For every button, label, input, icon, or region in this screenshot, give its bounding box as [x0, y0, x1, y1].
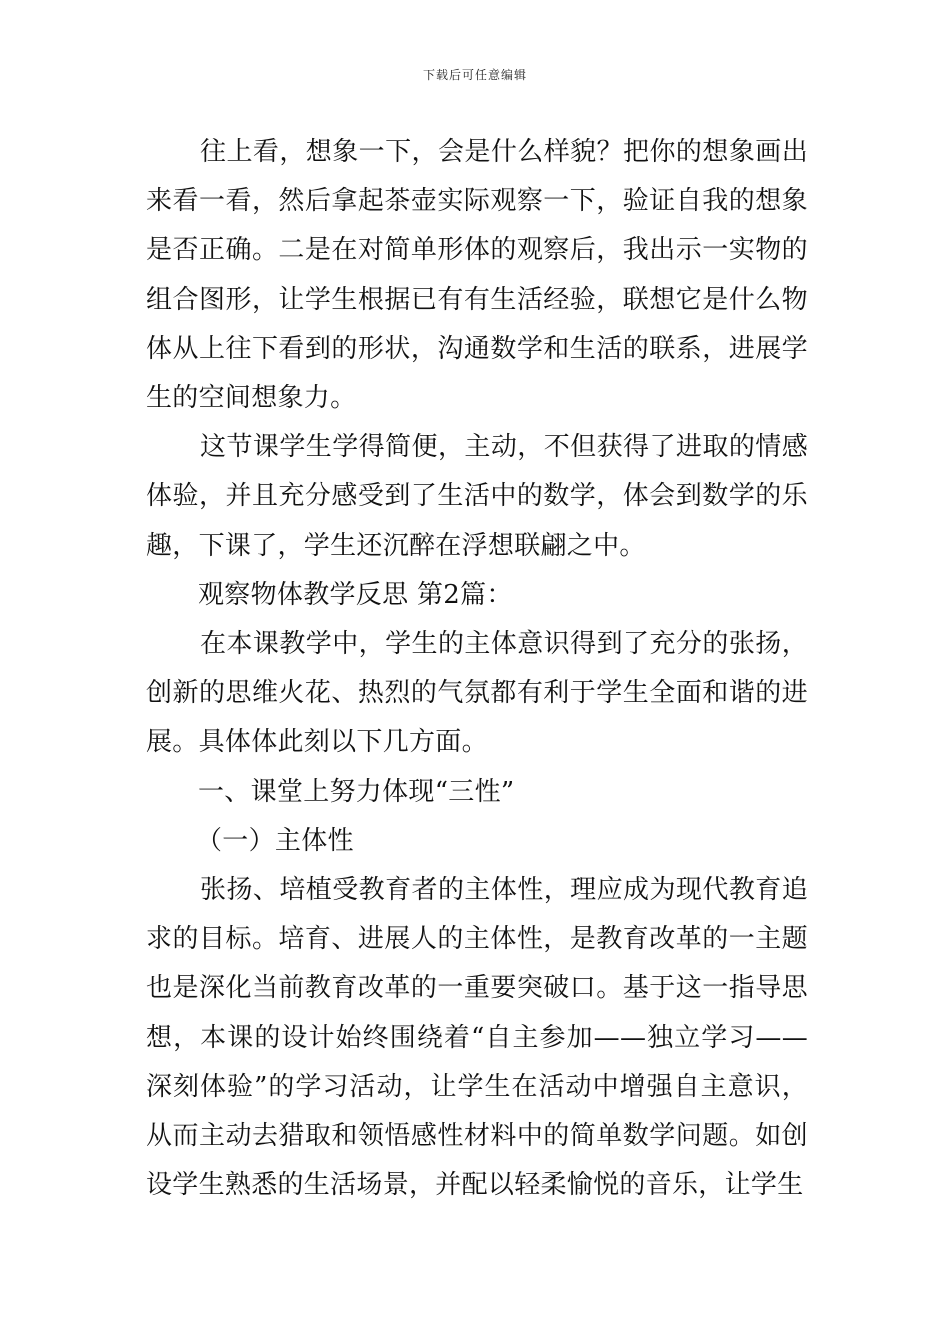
subsection-heading: （一）主体性: [196, 825, 354, 856]
paragraph-subjectivity: 张扬、培植受教育者的主体性，理应成为现代教育追求的目标。培育、进展人的主体性，是教育改革的一主题也是深化当前教育改革的一重要突破口。基于这一指导思想，本课的设计始终围绕着“自主参加——独立学习——深刻体验”的学习活动，让学生在活动中增强自主意识，从而主动去猎取和领悟感性材料中的简单数学问题。如创设学生熟悉的生活场景，并配以轻柔愉悦的音乐，让学生: [146, 875, 808, 1201]
section-heading-one: 一、课堂上努力体现“三性”: [198, 776, 515, 807]
document-body: [146, 128, 808, 1210]
paragraph-continuation: 往上看，想象一下，会是什么样貌？把你的想象画出来看一看，然后拿起茶壶实际观察一下，验证自我的想象是否正确。二是在对简单形体的观察后，我出示一实物的组合图形，让学生根据已有有生活经验，联想它是什么物体从上往下看到的形状，沟通数学和生活的联系，进展学生的空间想象力。: [146, 137, 808, 414]
page-header-note: 下载后可任意编辑: [422, 68, 527, 82]
section-title: 观察物体教学反思 第2篇：: [198, 579, 513, 610]
paragraph-intro: 在本课教学中，学生的主体意识得到了充分的张扬，创新的思维火花、热烈的气氛都有利于学生全面和谐的进展。具体体此刻以下几方面。: [146, 629, 808, 758]
paragraph-summary: 这节课学生学得简便，主动，不但获得了进取的情感体验，并且充分感受到了生活中的数学，体会到数学的乐趣，下课了，学生还沉醉在浮想联翩之中。: [146, 432, 808, 561]
